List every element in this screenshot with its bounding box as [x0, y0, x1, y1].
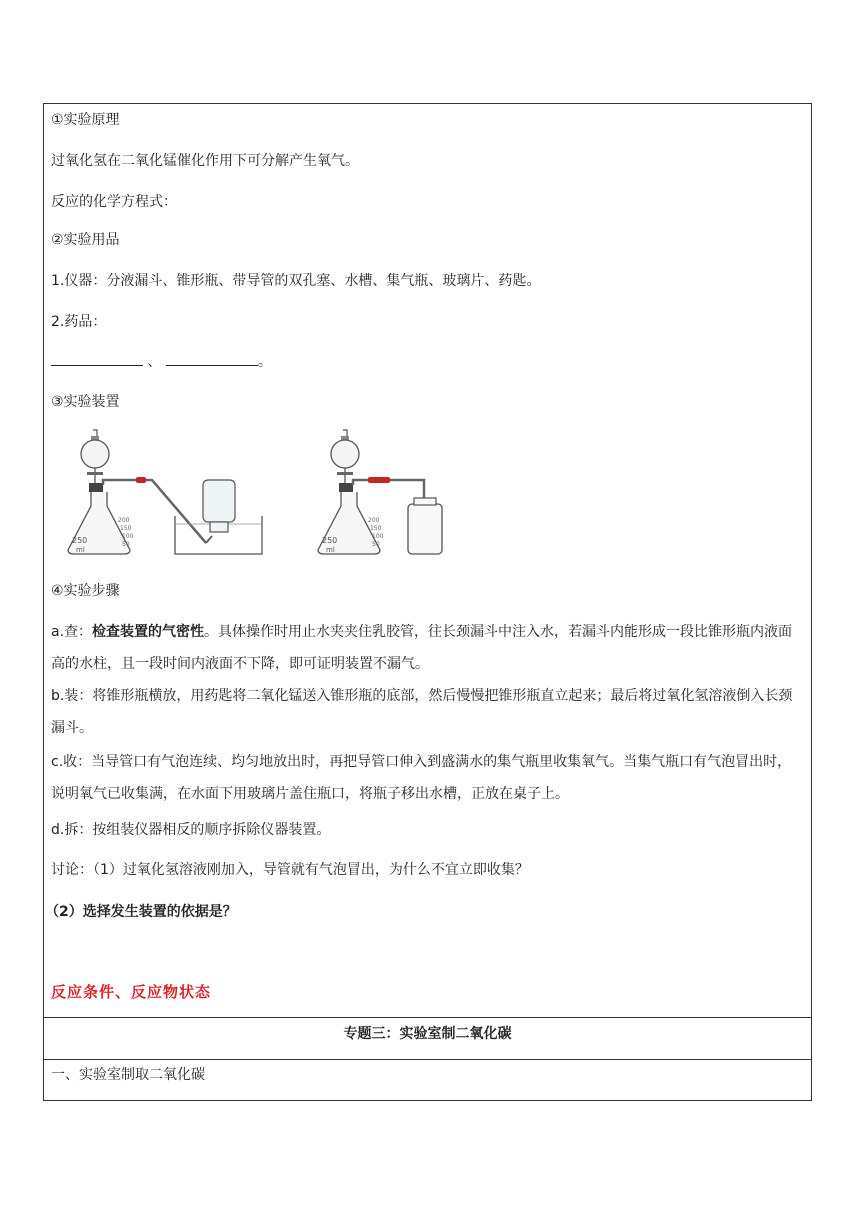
reagent-blank-1[interactable]	[51, 353, 143, 366]
mark-50-b: 50	[372, 541, 380, 548]
step-a-prefix: a.查：	[51, 624, 93, 640]
principle-text: 过氧化氢在二氧化锰催化作用下可分解产生氧气。	[51, 153, 359, 169]
discussion-2: （2）选择发生装置的依据是？	[45, 904, 237, 920]
topic3-sub: 一、实验室制取二氧化碳	[51, 1067, 205, 1083]
flask-volume: 250	[72, 536, 88, 545]
instruments-list: 1.仪器：分液漏斗、锥形瓶、带导管的双孔塞、水槽、集气瓶、玻璃片、药匙。	[51, 273, 541, 289]
content-cell	[43, 103, 812, 1018]
reagents-end: 。	[257, 354, 272, 370]
topic3-title: 专题三：实验室制二氧化碳	[343, 1026, 512, 1042]
answer-2: 反应条件、反应物状态	[51, 983, 212, 1001]
supplies-heading: ②实验用品	[51, 232, 120, 248]
mark-100-b: 100	[372, 533, 384, 540]
apparatus-water-displacement	[60, 428, 275, 560]
apparatus-upward-air	[310, 428, 460, 560]
mark-150: 150	[120, 525, 132, 532]
reagents-separator: 、	[147, 354, 162, 370]
steps-heading: ④实验步骤	[51, 583, 120, 599]
step-a-rest: 。具体操作时用止水夹夹住乳胶管，往长颈漏斗中注入水，若漏斗内能形成一段比锥形瓶内液面高的水柱，且一段时间内液面不下降，即可证明装置不漏气。	[51, 624, 793, 672]
flask-volume-b: 250	[322, 536, 338, 545]
step-a	[51, 616, 803, 680]
mark-200-b: 200	[368, 517, 380, 524]
reagents-blanks	[51, 352, 272, 372]
reagent-blank-2[interactable]	[166, 353, 258, 366]
mark-150-b: 150	[370, 525, 382, 532]
reagents-label: 2.药品：	[51, 314, 107, 330]
principle-heading: ①实验原理	[51, 112, 120, 128]
mark-100: 100	[122, 533, 134, 540]
apparatus-heading: ③实验装置	[51, 394, 120, 410]
flask-unit: ml	[76, 546, 85, 554]
step-d: d.拆：按组装仪器相反的顺序拆除仪器装置。	[51, 822, 331, 838]
step-a-bold: 检查装置的气密性	[92, 624, 205, 640]
discussion-1: 讨论：（1）过氧化氢溶液刚加入，导管就有气泡冒出，为什么不宜立即收集？	[51, 862, 529, 878]
equation-label: 反应的化学方程式：	[51, 194, 177, 210]
step-b: b.装：将锥形瓶横放，用药匙将二氧化锰送入锥形瓶的底部，然后慢慢把锥形瓶直立起来；最后将过氧化氢溶液倒入长颈漏斗。	[51, 688, 793, 736]
mark-200: 200	[118, 517, 130, 524]
mark-50: 50	[122, 541, 130, 548]
step-c: c.收：当导管口有气泡连续、均匀地放出时，再把导管口伸入到盛满水的集气瓶里收集氧气。当集气瓶口有气泡冒出时，说明氧气已收集满，在水面下用玻璃片盖住瓶口，将瓶子移出水槽，正放在桌子上。	[51, 754, 792, 802]
flask-unit-b: ml	[326, 546, 335, 554]
